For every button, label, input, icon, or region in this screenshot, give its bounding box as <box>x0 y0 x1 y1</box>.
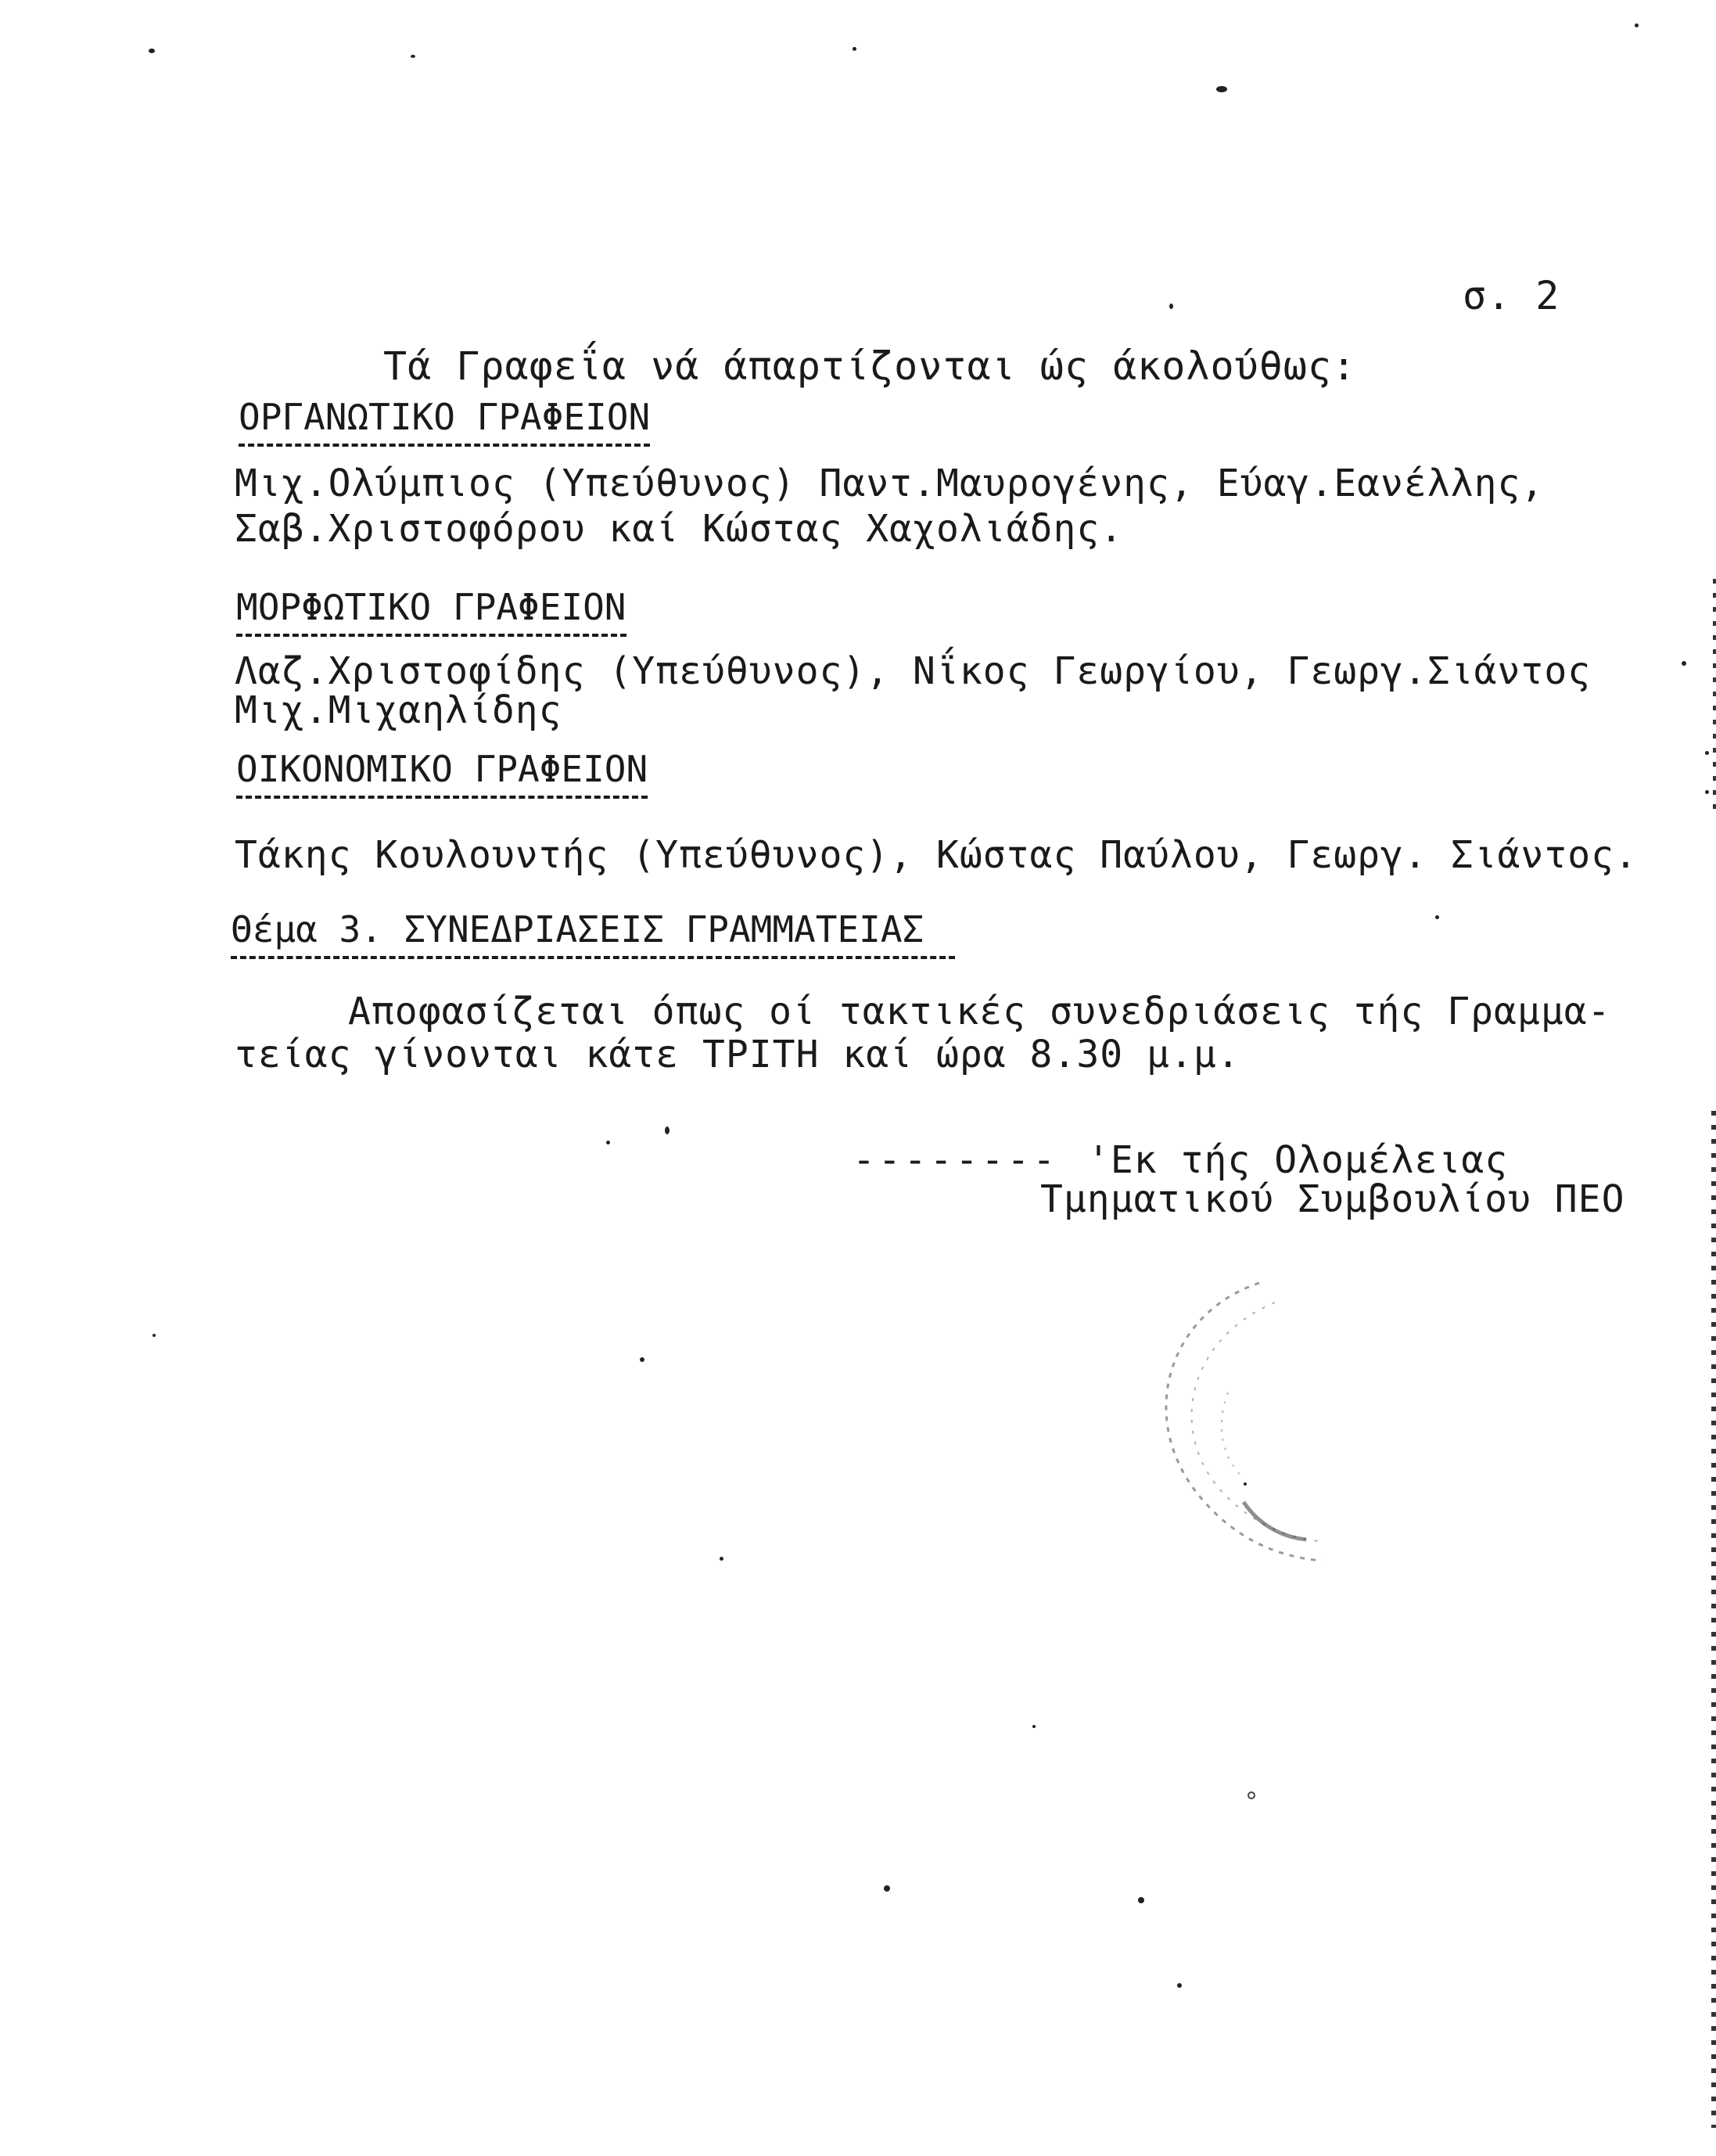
section-1-line-2: Σαβ.Χριστοφόρου καί Κώστας Χαχολιάδης. <box>235 507 1124 551</box>
scan-speck <box>1169 304 1173 309</box>
section-1-line-1: Μιχ.Ολύμπιος (Υπεύθυνος) Παντ.Μαυρογένης, Εύαγ.Εανέλλης, <box>235 462 1545 505</box>
scan-speck <box>853 47 856 51</box>
topic-line-1: Αποφασίζεται όπως οί τακτικές συνεδριάσεις τής Γραμμα- <box>348 990 1611 1033</box>
scan-speck <box>1244 1482 1247 1486</box>
scan-speck <box>411 55 415 58</box>
scan-speck <box>665 1127 670 1134</box>
scan-speck <box>1032 1725 1036 1728</box>
section-3-line-1: Τάκης Κουλουντής (Υπεύθυνος), Κώστας Παύλου, Γεωργ. Σιάντος. <box>235 833 1638 877</box>
scan-speck <box>153 1334 156 1337</box>
scan-speck <box>606 1141 610 1144</box>
scan-speck <box>1216 86 1227 92</box>
scan-speck <box>1248 1791 1255 1799</box>
signature-line-1: 'Εκ τής Ολομέλειας <box>1087 1138 1509 1182</box>
scan-speck <box>640 1357 644 1362</box>
scan-speck <box>1705 790 1709 794</box>
scan-speck <box>1635 23 1639 27</box>
topic-heading: Θέμα 3. ΣΥΝΕΔΡΙΑΣΕΙΣ ΓΡΑΜΜΑΤΕΙΑΣ <box>231 907 955 959</box>
signature-dashes: -------- <box>853 1138 1059 1182</box>
page-number: σ. 2 <box>1463 273 1560 318</box>
stamp-impression <box>1118 1267 1369 1580</box>
scan-speck <box>1705 751 1709 755</box>
scan-edge-mark <box>1711 1111 1716 2128</box>
section-2-line-2: Μιχ.Μιχαηλίδης <box>235 688 562 732</box>
scan-speck <box>1682 661 1686 666</box>
signature-line-2: Τμηματικού Συμβουλίου ΠΕΟ <box>1040 1177 1625 1221</box>
scan-speck <box>884 1885 890 1892</box>
scan-speck <box>149 49 155 53</box>
topic-line-2: τείας γίνονται κάτε ΤΡΙΤΗ καί ώρα 8.30 μ.μ. <box>235 1033 1240 1076</box>
section-heading-morfotiko: ΜΟΡΦΩΤΙΚΟ ΓΡΑΦΕΙΟΝ <box>236 585 626 637</box>
scan-edge-mark-upper <box>1713 579 1716 814</box>
scan-speck <box>1435 915 1439 919</box>
scan-speck <box>1138 1897 1144 1903</box>
intro-text: Τά Γραφεΐα νά άπαρτίζονται ώς άκολούθως: <box>383 343 1357 389</box>
section-2-line-1: Λαζ.Χριστοφίδης (Υπεύθυνος), Νΐκος Γεωργίου, Γεωργ.Σιάντος <box>235 649 1592 693</box>
scan-speck <box>720 1557 723 1561</box>
section-heading-organotiko: ΟΡΓΑΝΩΤΙΚΟ ΓΡΑΦΕΙΟΝ <box>239 395 650 447</box>
scan-speck <box>1177 1983 1182 1988</box>
section-heading-oikonomiko: ΟΙΚΟΝΟΜΙΚΟ ΓΡΑΦΕΙΟΝ <box>236 747 648 799</box>
